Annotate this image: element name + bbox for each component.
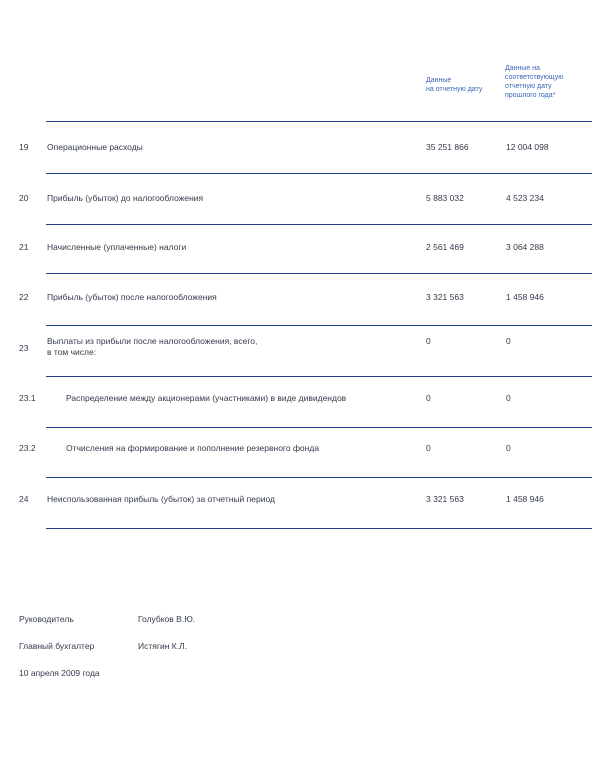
value-current: 0 — [426, 443, 431, 453]
row-label: Отчисления на формирование и пополнение резервного фонда — [66, 443, 320, 453]
row-number: 23.2 — [19, 443, 36, 453]
head-title: Руководитель — [19, 614, 74, 624]
report-date: 10 апреля 2009 года — [19, 668, 100, 678]
accountant-name: Истягин К.Л. — [138, 641, 188, 651]
column-header-current-line1: Данные — [426, 77, 452, 84]
table-bottom-rule — [46, 528, 592, 529]
value-previous: 3 064 288 — [506, 242, 544, 252]
row-number: 19 — [19, 142, 29, 152]
row-number: 23.1 — [19, 393, 36, 403]
value-previous: 4 523 234 — [506, 193, 544, 203]
row-number: 24 — [19, 494, 29, 504]
column-header-current-line2: на отчетную дату — [426, 86, 483, 93]
column-header-previous-line4: прошлого года* — [505, 92, 556, 99]
value-current: 5 883 032 — [426, 193, 464, 203]
column-header-previous-line3: отчетную дату — [505, 83, 552, 90]
column-header-current — [426, 76, 506, 94]
row-label: Прибыль (убыток) после налогообложения — [47, 292, 217, 302]
row-number: 21 — [19, 242, 29, 252]
row-label: Выплаты из прибыли после налогообложения, всего, — [47, 336, 258, 346]
row-number: 23 — [19, 343, 29, 353]
value-current: 3 321 563 — [426, 292, 464, 302]
column-header-previous-line2: соответствующую — [505, 74, 564, 81]
value-current: 2 561 469 — [426, 242, 464, 252]
row-divider — [46, 273, 592, 274]
value-previous: 1 458 946 — [506, 292, 544, 302]
row-divider — [46, 477, 592, 478]
row-label: Прибыль (убыток) до налогообложения — [47, 193, 204, 203]
row-divider — [46, 427, 592, 428]
value-previous: 1 458 946 — [506, 494, 544, 504]
value-current: 3 321 563 — [426, 494, 464, 504]
value-current: 0 — [426, 393, 431, 403]
value-previous: 0 — [506, 336, 511, 346]
row-label: Неиспользованная прибыль (убыток) за отчетный период — [47, 494, 275, 504]
row-label: Операционные расходы — [47, 142, 143, 152]
row-label-continuation: в том числе: — [47, 347, 97, 357]
row-divider — [46, 224, 592, 225]
value-previous: 12 004 098 — [506, 142, 549, 152]
accountant-title: Главный бухгалтер — [19, 641, 95, 651]
row-number: 20 — [19, 193, 29, 203]
table-header-rule — [46, 121, 592, 122]
value-previous: 0 — [506, 393, 511, 403]
row-label: Распределение между акционерами (участниками) в виде дивидендов — [66, 393, 347, 403]
head-name: Голубков В.Ю. — [138, 614, 196, 624]
column-header-previous — [505, 64, 591, 100]
row-divider — [46, 325, 592, 326]
value-current: 0 — [426, 336, 431, 346]
column-header-previous-line1: Данные на — [505, 65, 540, 72]
row-divider — [46, 173, 592, 174]
row-divider — [46, 376, 592, 377]
row-label: Начисленные (уплаченные) налоги — [47, 242, 187, 252]
value-previous: 0 — [506, 443, 511, 453]
value-current: 35 251 866 — [426, 142, 469, 152]
row-number: 22 — [19, 292, 29, 302]
